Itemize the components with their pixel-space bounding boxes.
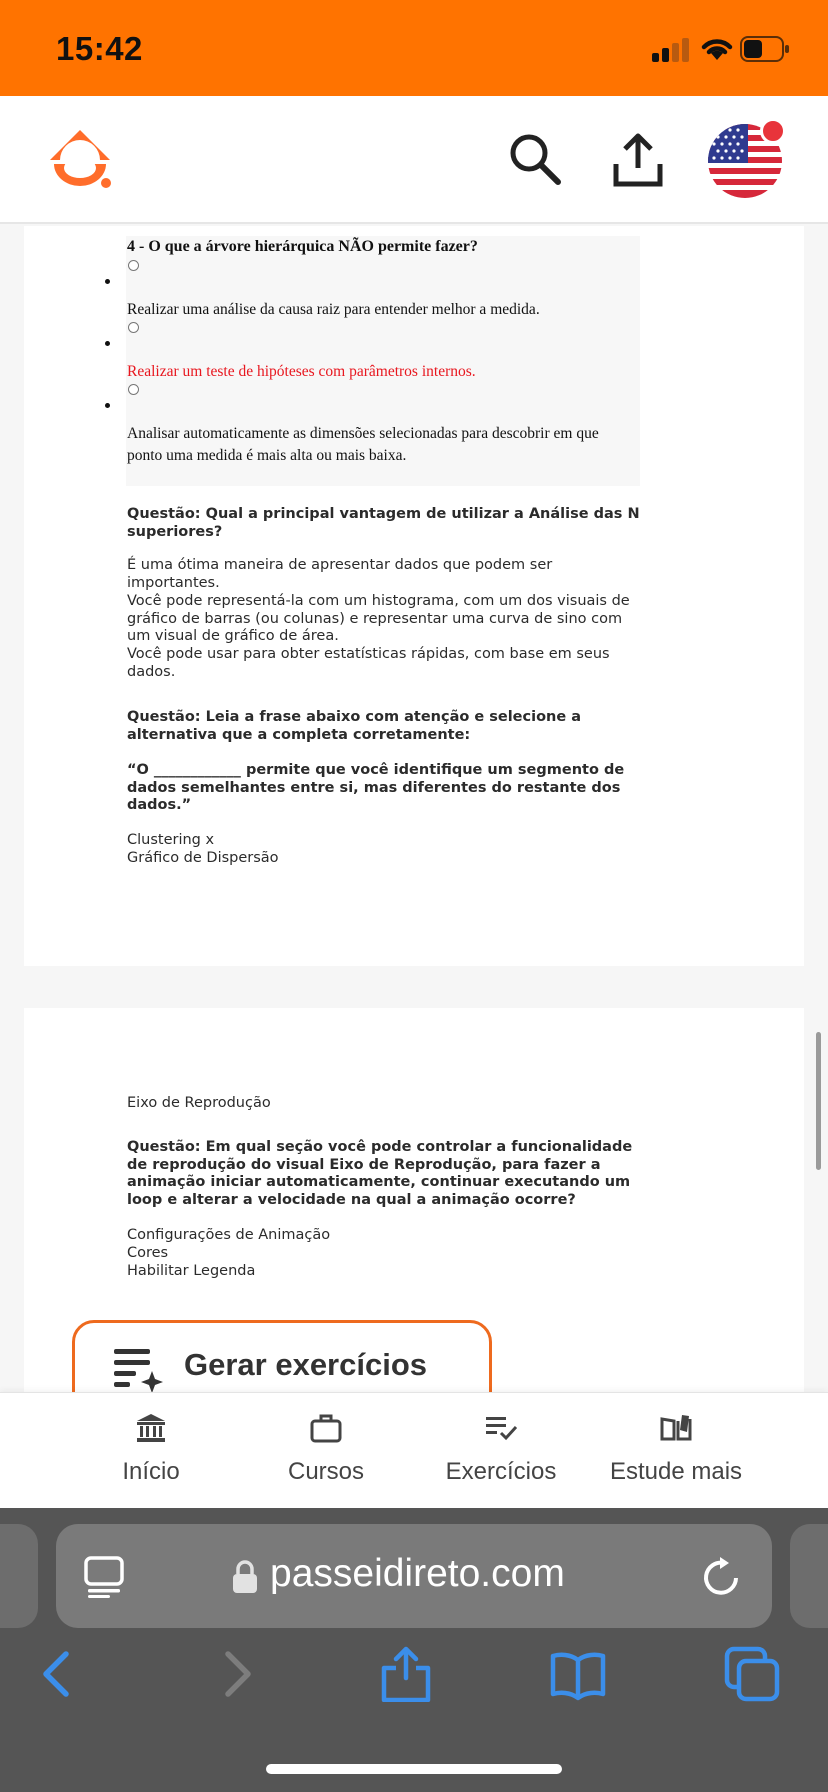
share-icon[interactable]	[378, 1646, 434, 1702]
answer-text: É uma ótima maneira de apresentar dados que podem ser importantes.	[127, 557, 553, 591]
nav-item-cursos[interactable]	[241, 1410, 411, 1500]
answer-text: Eixo de Reprodução	[127, 1095, 271, 1111]
bank-icon	[135, 1412, 167, 1444]
passeidireto-logo-icon[interactable]	[48, 128, 112, 190]
status-time: 15:42	[56, 30, 143, 67]
nav-item-estude-mais[interactable]	[591, 1410, 761, 1500]
nav-label: Estude mais	[609, 1458, 743, 1485]
answer-text: Gráfico de Dispersão	[127, 850, 279, 866]
scrollbar-thumb[interactable]	[816, 1032, 821, 1170]
nav-label: Início	[122, 1458, 180, 1485]
answer-highlighted: Clustering x	[127, 832, 215, 848]
list-sparkle-icon	[112, 1347, 168, 1393]
bookmarks-icon[interactable]	[550, 1646, 606, 1702]
url-text[interactable]: passeidireto.com	[270, 1552, 565, 1595]
question-title: Questão: Em qual seção você pode controlar a funcionalidade de reprodução do visual Eixo de Reprodução, para fazer a animação iniciar automaticamente, continuar executando um loop e alterar a velocidade na qual a animação ocorre?	[127, 1139, 633, 1208]
answer-highlighted: Configurações de Animação	[127, 1227, 331, 1243]
list-bullet	[105, 403, 110, 408]
book-icon	[660, 1412, 692, 1444]
reader-icon[interactable]	[84, 1556, 124, 1598]
question-title: 4 - O que a árvore hierárquica NÃO permite fazer?	[127, 238, 478, 255]
battery-icon	[740, 36, 790, 62]
wifi-icon	[700, 34, 734, 62]
search-icon[interactable]	[508, 132, 562, 186]
nav-item-exercicios[interactable]	[416, 1410, 586, 1500]
option-text-highlighted: Realizar um teste de hipóteses com parâmetros internos.	[127, 363, 476, 380]
option-text: Realizar uma análise da causa raiz para entender melhor a medida.	[127, 301, 540, 318]
answer-text: Habilitar Legenda	[127, 1263, 256, 1279]
share-icon[interactable]	[612, 132, 664, 188]
option-text: Analisar automaticamente as dimensões selecionadas para descobrir em que ponto uma medida é mais alta ou mais baixa.	[127, 425, 599, 464]
nav-label: Exercícios	[445, 1458, 557, 1485]
back-icon[interactable]	[30, 1646, 86, 1702]
cellular-signal-icon	[652, 36, 692, 62]
option-radio[interactable]	[128, 260, 139, 271]
question-quote: “O ____________ permite que você identifique um segmento de dados semelhantes entre si, mas diferentes do restante dos dados.”	[127, 762, 625, 814]
nav-label: Cursos	[287, 1458, 365, 1485]
list-bullet	[105, 279, 110, 284]
answer-text: Cores	[127, 1245, 169, 1261]
generate-exercises-label: Gerar exercícios	[184, 1347, 428, 1382]
notification-badge	[760, 118, 786, 144]
next-tab-preview[interactable]	[790, 1524, 828, 1628]
list-bullet	[105, 341, 110, 346]
forward-icon[interactable]	[208, 1646, 264, 1702]
tabs-icon[interactable]	[724, 1646, 780, 1702]
briefcase-icon	[310, 1412, 342, 1444]
home-indicator[interactable]	[266, 1764, 562, 1774]
question-title: Questão: Leia a frase abaixo com atenção e selecione a alternativa que a completa corretamente:	[127, 709, 582, 743]
checklist-icon	[485, 1412, 517, 1444]
question-title: Questão: Qual a principal vantagem de utilizar a Análise das N superiores?	[127, 506, 640, 540]
app-header	[0, 96, 828, 224]
previous-tab-preview[interactable]	[0, 1524, 38, 1628]
nav-item-inicio[interactable]	[66, 1410, 236, 1500]
reload-icon[interactable]	[702, 1556, 742, 1598]
answer-text: Você pode usar para obter estatísticas rápidas, com base em seus dados.	[127, 646, 610, 680]
option-radio[interactable]	[128, 384, 139, 395]
lock-icon	[232, 1560, 258, 1594]
answer-text: Você pode representá-la com um histograma, com um dos visuais de gráfico de barras (ou colunas) e representar uma curva de sino com um visual de gráfico de área.	[127, 593, 630, 645]
option-radio[interactable]	[128, 322, 139, 333]
